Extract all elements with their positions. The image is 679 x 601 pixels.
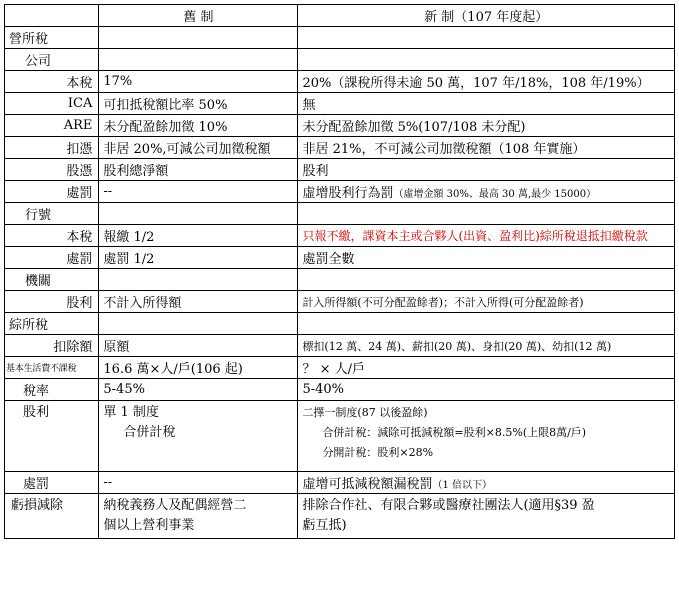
new-value-main: 虛增可抵減稅額漏稅罰 [302, 477, 433, 492]
row-label: ICA [5, 93, 99, 115]
table-row [5, 71, 675, 93]
new-line: 分開計稅：股利×28% [322, 446, 434, 459]
table-row [5, 93, 675, 115]
old-line: 個以上營利事業 [103, 518, 195, 533]
old-value: 16.6 萬×人/戶(106 起) [99, 357, 298, 379]
row-label: ARE [5, 115, 99, 137]
table-row [5, 357, 675, 379]
table-row [5, 379, 675, 401]
old-value: 不計入所得額 [99, 291, 298, 313]
table-row [5, 472, 675, 494]
table-row [5, 494, 675, 539]
new-value [298, 494, 675, 539]
old-line: 納稅義務人及配偶經營二 [103, 498, 247, 513]
old-value: -- [99, 472, 298, 494]
new-line: 虧互抵) [302, 518, 347, 533]
old-value: 非居 20%,可減公司加徵稅額 [99, 137, 298, 159]
row-label: 股利 [5, 291, 99, 313]
new-value [298, 472, 675, 494]
new-value: 20%（課稅所得未逾 50 萬，107 年/18%，108 年/19%） [298, 71, 675, 93]
section-row-firm [5, 203, 675, 225]
section-row-org [5, 269, 675, 291]
row-label: 處罰 [5, 181, 99, 203]
row-label: 基本生活費不課稅 [5, 357, 99, 379]
new-value: 無 [298, 93, 675, 115]
tax-comparison-table [4, 4, 675, 539]
new-value: 只報不繳，課資本主或合夥人(出資、盈利比)綜所稅退抵扣繳稅款 [298, 225, 675, 247]
old-value: 處罰 1/2 [99, 247, 298, 269]
old-value: 報繳 1/2 [99, 225, 298, 247]
row-label: 本稅 [5, 225, 99, 247]
new-value [298, 181, 675, 203]
old-value: 可扣抵稅額比率 50% [99, 93, 298, 115]
table-row [5, 401, 675, 472]
row-label: 稅率 [5, 379, 99, 401]
new-value: 計入所得額(不可分配盈餘者)；不計入所得(可分配盈餘者) [298, 291, 675, 313]
new-value-main: 虛增股利行為罰 [302, 186, 394, 201]
table-row [5, 335, 675, 357]
old-value: -- [99, 181, 298, 203]
new-line: 排除合作社、有限合夥或醫療社團法人(適用§39 盈 [302, 498, 595, 513]
section-org: 機關 [5, 269, 99, 291]
section-business-tax: 營所稅 [5, 27, 99, 49]
section-firm: 行號 [5, 203, 99, 225]
section-income-tax: 綜所稅 [5, 313, 99, 335]
row-label: 股憑 [5, 159, 99, 181]
old-line: 單 1 制度 [103, 405, 159, 420]
new-value: 未分配盈餘加徵 5%(107/108 未分配) [298, 115, 675, 137]
section-row-business-tax [5, 27, 675, 49]
new-line: 合併計稅：減除可抵減稅額=股利×8.5%(上限8萬/戶) [322, 426, 587, 439]
section-company: 公司 [5, 49, 99, 71]
table-row [5, 225, 675, 247]
old-value [99, 494, 298, 539]
row-label: 扣除額 [5, 335, 99, 357]
new-value-note: （虛增金額 30%、最高 30 萬,最少 15000） [393, 189, 597, 200]
table-row [5, 159, 675, 181]
new-value-note: （1 倍以下） [432, 480, 492, 491]
row-label: 股利 [5, 401, 99, 472]
row-label: 處罰 [5, 247, 99, 269]
old-value: 未分配盈餘加徵 10% [99, 115, 298, 137]
row-label: 虧損減除 [5, 494, 99, 539]
header-blank [5, 5, 99, 27]
old-value: 股利總淨額 [99, 159, 298, 181]
table-row [5, 115, 675, 137]
section-row-company [5, 49, 675, 71]
header-new-system: 新 制（107 年度起） [298, 5, 675, 27]
table-row [5, 247, 675, 269]
new-value: 處罰全數 [298, 247, 675, 269]
table-row [5, 181, 675, 203]
table-row [5, 291, 675, 313]
new-value: 股利 [298, 159, 675, 181]
new-value: 標扣(12 萬、24 萬)、薪扣(20 萬)、身扣(20 萬)、幼扣(12 萬) [298, 335, 675, 357]
old-line: 合併計稅 [123, 425, 176, 440]
section-row-income-tax [5, 313, 675, 335]
header-row [5, 5, 675, 27]
header-old-system: 舊 制 [99, 5, 298, 27]
new-value: ？ × 人/戶 [298, 357, 675, 379]
row-label: 本稅 [5, 71, 99, 93]
old-value: 17% [99, 71, 298, 93]
old-value: 原額 [99, 335, 298, 357]
new-value: 5-40% [298, 379, 675, 401]
new-line: 二擇一制度(87 以後盈餘) [302, 406, 428, 419]
row-label: 扣憑 [5, 137, 99, 159]
row-label: 處罰 [5, 472, 99, 494]
new-value: 非居 21%，不可減公司加徵稅額（108 年實施） [298, 137, 675, 159]
table-row [5, 137, 675, 159]
new-value [298, 401, 675, 472]
old-value [99, 401, 298, 472]
old-value: 5-45% [99, 379, 298, 401]
